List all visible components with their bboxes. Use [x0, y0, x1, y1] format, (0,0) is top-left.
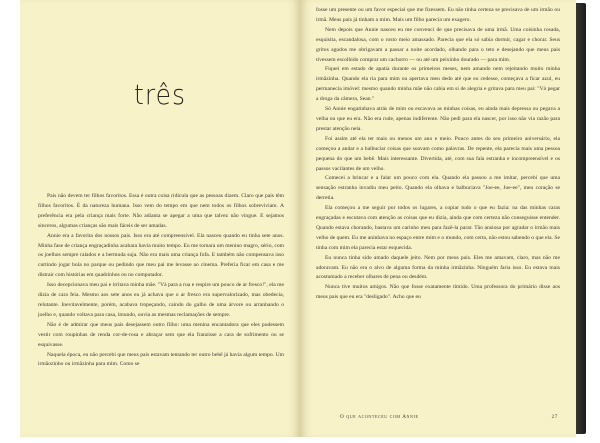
paragraph: Isso decepcionava meu pai e irritava minha mãe. "Vá para a rua e respire um pouco de ar fresco!", ela me dizia de cara feia. Mesmo aos sete anos eu já achava que o ar fresco era supervalorizado, mas obedecia, relutante. Inevitavelmente, porém, acabava tropeçando, caindo do galho de uma árvore ou arranhando o joelho e, quando voltava para casa, imundo, ouvia as mesmas reclamações de sempre.	[38, 282, 284, 318]
chapter-title: três	[134, 78, 186, 111]
right-page	[300, 0, 576, 437]
paragraph: fosse um presente ou um favor especial que me fizessem. Eu não tinha certeza se precisava de um irmão ou irmã. Meus pais já tinham a mim. Mais um filho parecia um exagero.	[316, 7, 560, 23]
page-number: 27	[551, 414, 558, 420]
paragraph: Não é de admirar que meus pais desejassem outro filho: uma menina encantadora que eles pudessem vestir com roupinhas de renda cor-de-rosa e abraçar sem que ela franzisse a cara de sofrimento ou se esquivasse.	[38, 321, 284, 348]
paragraph: Naquela época, eu não percebi que meus pais estavam tentando ter outro bebê já havia algum tempo. Um irmãozinho ou irmãzinha para mim. Como se	[38, 351, 284, 368]
paragraph: Foi assim até ela ter mais ou menos um ano e meio. Pouco antes do seu primeiro aniversário, ela começou a andar e a balbuciar coisas que soavam como palavras. De repente, ela parecia mais uma pessoa pequena do que um bebê. Mais interessante. Divertida, até, com sua fala estranha e incompreensível e os passos vacilantes de um velho.	[316, 135, 560, 172]
paragraph: Pais não devem ter filhos favoritos. Essa é outra coisa ridícula que as pessoas dizem. Claro que pais têm filhos favoritos. É da natureza humana. Isso vem do tempo em que nem todos os filhos sobreviviam. A preferência era pela criança mais forte. Não adianta se apegar a uma que talvez não vingue. E sejamos sinceros, algumas crianças são mais fáceis de ser amadas.	[38, 193, 284, 229]
book-spread	[20, 0, 586, 437]
paragraph: Só Annie engatinhava atrás de mim ou escavava as minhas coisas, eu ainda mais depressa ou pegava a velha ou que eu era. Não era rude, apenas indiferente. Não pedi para ela nascer, por isso não via razão para prestar atenção nela.	[316, 106, 560, 132]
right-page-text	[316, 6, 560, 303]
paragraph: Nunca tive muitos amigos. Não que fosse exatamente tímido. Uma professora do primário disse aos meus pais que eu era "desligado". Acho que eu	[316, 284, 560, 301]
page-footer	[340, 414, 558, 420]
left-page-text	[38, 192, 284, 370]
paragraph: Ela começou a me seguir por todos os lugares, a copiar tudo o que eu fazia: na das minhas caras engraçadas e escutava com atenção as coisas que eu dizia, ainda que com certeza não conseguisse entender. Quando estava chorando, bastava um carinho meu para fazê-la parar. Tão ansiosa por agradar o irmão mais velho de quem. Eu me aninhava no espaço entre mim e o mundo, com certa, não estou sabendo o que ela. Se tinha com mim ela parecia estar esquecida.	[316, 205, 560, 251]
left-page	[20, 0, 300, 437]
paragraph: Comecei a brincar e a falar um pouco com ela. Quando ela passou a me imitar, percebi que uma sensação estranha invadiu meu peito. Quando ela olhava e balbuciava "Joe-ee, Joe-ee", meu coração se derretia.	[316, 175, 560, 202]
paragraph: Nem depois que Annie nasceu eu me convenci de que precisava de uma irmã. Uma coisinha rosada, esquisita, escandalosa, com o rosto meio amassado. Parecia que ela só sabia dormir, cagar e chorar. Seus gritos agudos me obrigavam a passar a noite acordado, olhando para o teto e desejando que meus pais tivessem escolhido comprar um cachorro — ou até um peixinho dourado — para mim.	[316, 26, 560, 63]
paragraph: Eu nunca tinha sido amado daquele jeito. Nem por meus pais. Eles me amavam, claro, mas não me adoravam. Eu não era o alvo de alguma forma da minha irmãzinha. Ninguém faria isso. Eu estava mais acostumado a receber olhares de pena ou desdém.	[316, 254, 560, 281]
running-head: O que aconteceu com Annie	[340, 414, 419, 420]
paragraph: Fiquei em estado de apatia durante os primeiros meses, nem amando nem rejeitando muito minha irmãzinha. Quando ela ria para mim ou apertava meu dedo até que eu cedesse, começava a ficar azul, eu permanecia imóvel: mesmo quando minha mãe não cabia em si de alegria e gritava para meu pai: "Vá pegar a droga da câmera, Sean."	[316, 66, 560, 103]
paragraph: Annie era a favorita dos nossos pais. Isso era até compreensível. Ela nasceu quando eu tinha sete anos. Minha fase de criança engraçadinha acabara havia muito tempo. Eu me tornara um menino magro, sério, com os joelhos sempre ralados e a bermuda suja. Não era mais uma criança fofa. E também não compensava isso curtindo jogar bola no parque ou pedindo que meu pai me levasse ao cinema. Preferia ficar em casa e me distrair com histórias em quadrinhos ou no computador.	[38, 232, 284, 279]
